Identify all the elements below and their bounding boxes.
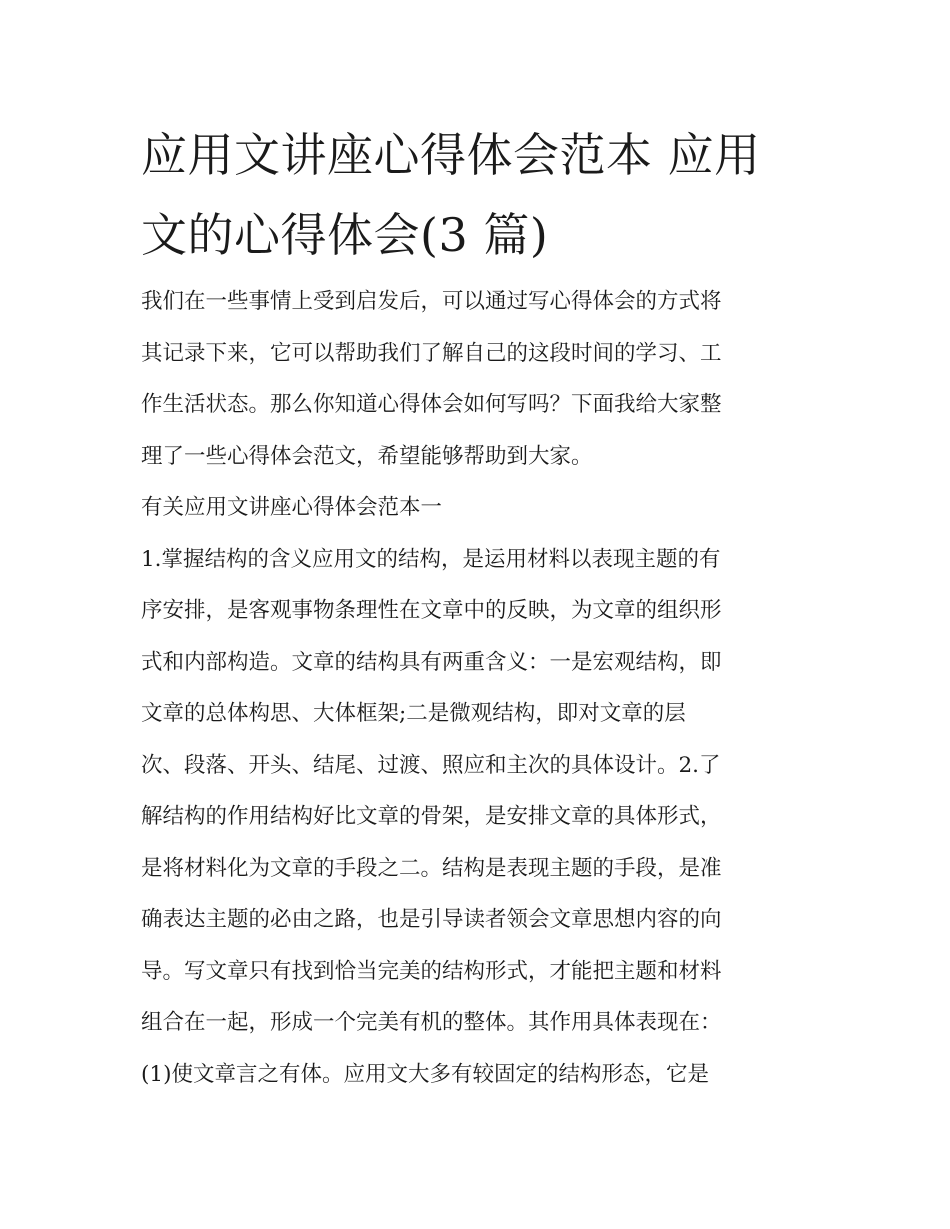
- body-line: 序安排，是客观事物条理性在文章中的反映，为文章的组织形: [141, 598, 722, 623]
- body-line: 确表达主题的必由之路，也是引导读者领会文章思想内容的向: [141, 907, 722, 932]
- body-paragraph: [141, 534, 813, 1101]
- intro-line: 我们在一些事情上受到启发后，可以通过写心得体会的方式将: [141, 289, 722, 314]
- body-line: 导。写文章只有找到恰当完美的结构形式，才能把主题和材料: [141, 958, 722, 984]
- body-line: 组合在一起，形成一个完美有机的整体。其作用具体表现在：: [141, 1010, 722, 1035]
- body-line: 解结构的作用结构好比文章的骨架，是安排文章的具体形式，: [141, 804, 722, 829]
- body-line: 式和内部构造。文章的结构具有两重含义：一是宏观结构，即: [141, 649, 722, 675]
- intro-line: 作生活状态。那么你知道心得体会如何写吗？下面我给大家整: [141, 392, 722, 417]
- intro-paragraph: [141, 276, 813, 482]
- body-line: 1.掌握结构的含义应用文的结构，是运用材料以表现主题的有: [141, 546, 721, 572]
- intro-line: 其记录下来，它可以帮助我们了解自己的这段时间的学习、工: [141, 340, 722, 366]
- document-title: [141, 115, 821, 275]
- body-line: (1)使文章言之有体。应用文大多有较固定的结构形态，它是: [141, 1061, 709, 1087]
- title-line-2: 文的心得体会(3 篇): [141, 208, 549, 262]
- body-line: 文章的总体构思、大体框架;二是微观结构，即对文章的层: [141, 701, 686, 726]
- body-line: 次、段落、开头、结尾、过渡、照应和主次的具体设计。2.了: [141, 752, 721, 778]
- intro-line: 理了一些心得体会范文，希望能够帮助到大家。: [141, 443, 593, 469]
- document-body: [141, 276, 813, 1100]
- title-line-1: 应用文讲座心得体会范本 应用: [141, 128, 761, 182]
- section-heading: 有关应用文讲座心得体会范本一: [141, 495, 443, 520]
- body-line: 是将材料化为文章的手段之二。结构是表现主题的手段，是准: [141, 855, 722, 881]
